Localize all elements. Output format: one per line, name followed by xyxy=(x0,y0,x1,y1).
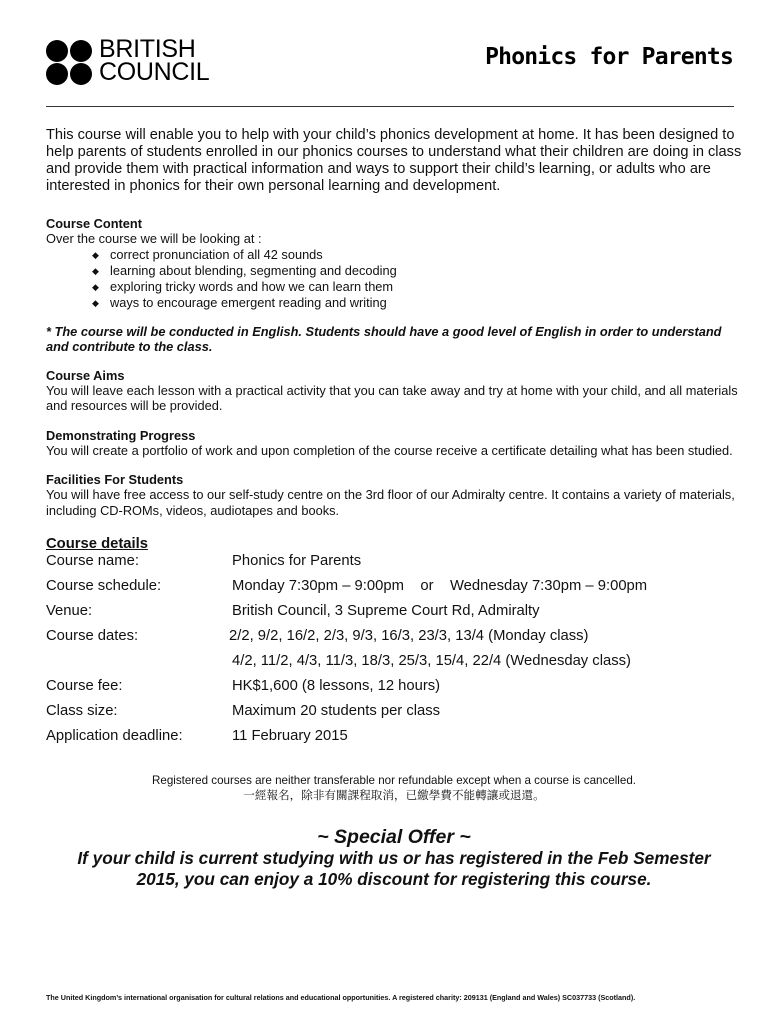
aims-text: You will leave each lesson with a practical activity that you can take away and try at home with your child, and all materials and resources will be provided. xyxy=(46,382,738,414)
refund-note-chinese: 一經報名，除非有關課程取消，已繳學費不能轉讓或退還。 xyxy=(243,788,545,803)
refund-note-english: Registered courses are neither transferable nor refundable except when a course is cancelled. xyxy=(152,774,636,788)
progress-text: You will create a portfolio of work and upon completion of the course receive a certificate detailing what has been studied. xyxy=(46,442,733,458)
detail-row: Course dates: 2/2, 9/2, 16/2, 2/3, 9/3, 16/3, 23/3, 13/4 (Monday class) xyxy=(46,628,589,645)
course-details-table xyxy=(46,549,742,749)
detail-row: Course name: Phonics for Parents xyxy=(46,553,362,570)
logo-line2: COUNCIL xyxy=(99,58,210,86)
facilities-heading: Facilities For Students xyxy=(46,472,184,488)
intro-paragraph: This course will enable you to help with your child’s phonics development at home. It has been designed to help parents of students enrolled in our phonics courses to understand what their children are doing in class and provide them with practical information and ways to support their child’s learning, or adults who are interested in phonics for their own personal learning and development. xyxy=(46,127,742,194)
british-council-logo xyxy=(46,35,210,86)
detail-row: 4/2, 11/2, 4/3, 11/3, 18/3, 25/3, 15/4, 22/4 (Wednesday class) xyxy=(232,653,631,670)
diamond-bullet-icon: ◆ xyxy=(92,282,99,293)
logo-line1: BRITISH xyxy=(99,35,196,63)
detail-row: Course schedule: Monday 7:30pm – 9:00pm or Wednesday 7:30pm – 9:00pm xyxy=(46,578,648,595)
aims-heading: Course Aims xyxy=(46,367,125,383)
detail-row: Course fee: HK$1,600 (8 lessons, 12 hours) xyxy=(46,678,441,695)
main-content xyxy=(46,127,742,889)
progress-heading: Demonstrating Progress xyxy=(46,427,196,443)
diamond-bullet-icon: ◆ xyxy=(92,249,99,260)
header-divider xyxy=(46,106,734,107)
special-offer-text: If your child is current studying with us or has registered in the Feb Semester 2015, you can enjoy a 10% discount for registering this course. xyxy=(77,848,711,889)
course-content-lead: Over the course we will be looking at : xyxy=(46,231,262,246)
footer-text: The United Kingdom’s international organisation for cultural relations and educational opportunities. A registered charity: 209131 (England and Wales) SC037733 (Scotland). xyxy=(46,993,636,1002)
list-item: ◆ correct pronunciation of all 42 sounds xyxy=(92,246,323,262)
diamond-bullet-icon: ◆ xyxy=(92,298,99,309)
detail-row: Application deadline: 11 February 2015 xyxy=(46,728,348,745)
course-content-list xyxy=(46,247,742,312)
list-item: ◆ learning about blending, segmenting and decoding xyxy=(92,262,397,278)
course-content-heading: Course Content xyxy=(46,216,142,231)
detail-row: Venue: British Council, 3 Supreme Court Rd, Admiralty xyxy=(46,603,540,620)
special-offer-title: ~ Special Offer ~ xyxy=(317,826,471,849)
facilities-text: You will have free access to our self-study centre on the 3rd floor of our Admiralty centre. It contains a variety of materials, including CD-ROMs, videos, audiotapes and books. xyxy=(46,487,735,518)
logo-wordmark xyxy=(99,35,210,86)
list-item: ◆ ways to encourage emergent reading and writing xyxy=(92,295,387,311)
page-title: Phonics for Parents xyxy=(485,44,733,70)
diamond-bullet-icon: ◆ xyxy=(92,265,99,276)
course-details-heading: Course details xyxy=(46,536,148,553)
list-item: ◆ exploring tricky words and how we can learn them xyxy=(92,279,394,295)
logo-dots-icon xyxy=(46,40,92,85)
language-note: * The course will be conducted in English. Students should have a good level of English in order to understand and contribute to the class. xyxy=(46,323,722,355)
detail-row: Class size: Maximum 20 students per class xyxy=(46,703,441,720)
